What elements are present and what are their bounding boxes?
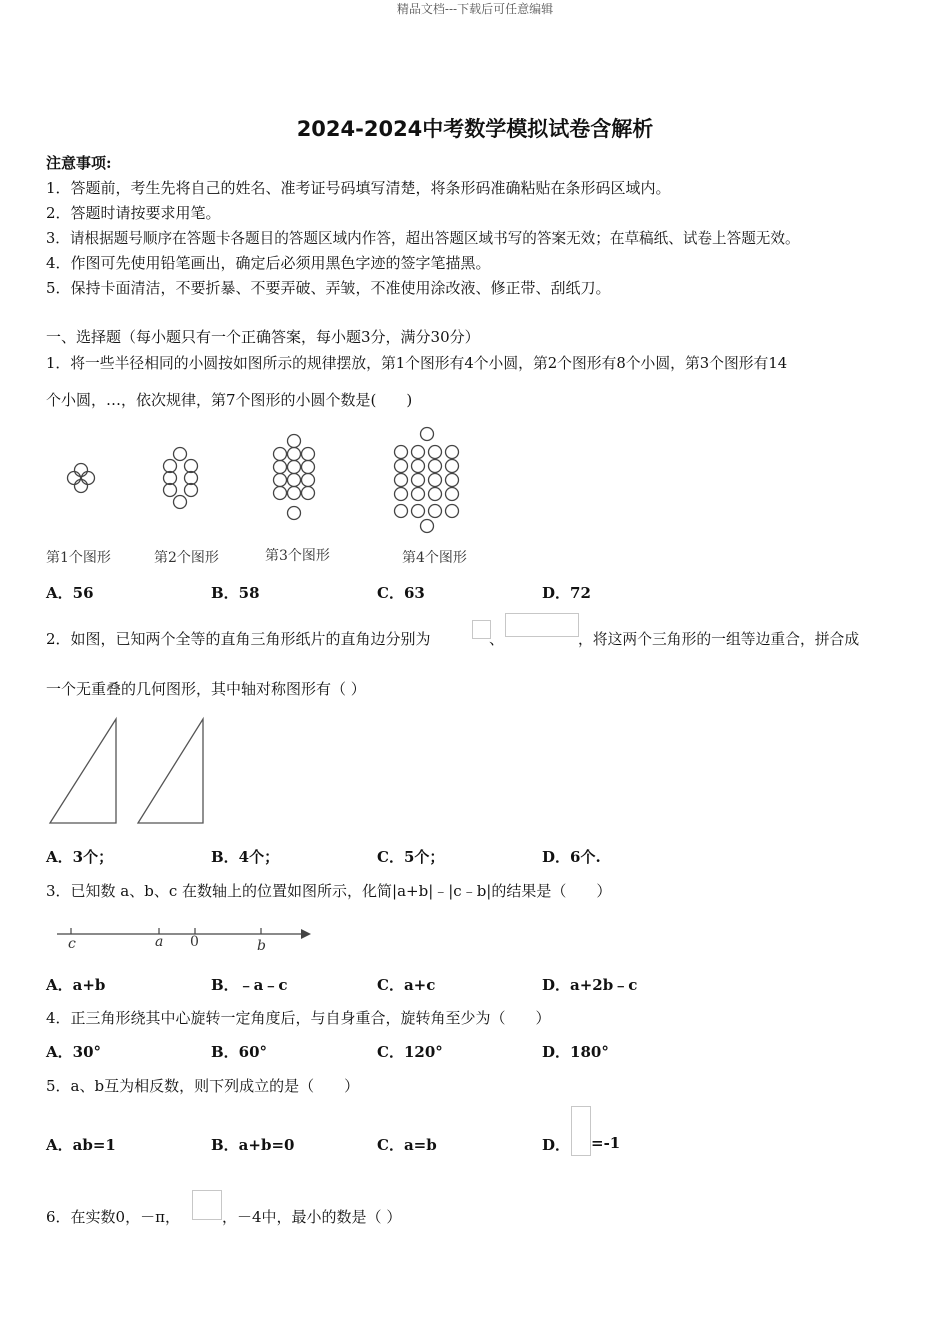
broken-image-icon — [192, 1190, 222, 1220]
option-b: B．a+b=0 — [211, 1136, 295, 1154]
number-line-figure — [55, 920, 317, 960]
notes-item: 3．请根据题号顺序在答题卡各题目的答题区域内作答，超出答题区域书写的答案无效；在草稿纸、试卷上答题无效。 — [46, 230, 800, 247]
option-d: D．6个. — [542, 848, 601, 866]
question-4-text: 4．正三角形绕其中心旋转一定角度后，与自身重合，旋转角至少为（ ） — [46, 1009, 551, 1027]
notes-item: 1．答题前，考生先将自己的姓名、准考证号码填写清楚，将条形码准确粘贴在条形码区域内。 — [46, 179, 671, 197]
notes-heading: 注意事项: — [46, 154, 112, 172]
question-2-text: 2．如图，已知两个全等的直角三角形纸片的直角边分别为 — [46, 630, 431, 648]
option-b: B．60° — [211, 1043, 268, 1061]
circle-pattern-figure — [40, 420, 500, 545]
figure-label-3: 第3个图形 — [265, 548, 330, 564]
option-a: A．30° — [46, 1043, 102, 1061]
page-header: 精品文档---下载后可任意编辑 — [396, 2, 554, 16]
axis-label-a: a — [155, 934, 164, 950]
option-a: A．3个； — [46, 848, 114, 866]
pattern-figure-3 — [274, 435, 315, 520]
question-1-text: 个小圆，…，依次规律，第7个图形的小圆个数是( ) — [46, 391, 413, 409]
pattern-figure-4 — [395, 428, 459, 533]
option-a: A．56 — [46, 584, 94, 602]
figure-label-2: 第2个图形 — [154, 550, 219, 566]
option-c: C．5个； — [377, 848, 445, 866]
option-b: B．58 — [211, 584, 260, 602]
axis-label-c: c — [68, 936, 76, 952]
question-2-text: 一个无重叠的几何图形，其中轴对称图形有（ ） — [46, 680, 366, 698]
option-b: B．﹣a﹣c — [211, 976, 288, 994]
triangles-figure — [46, 715, 216, 827]
page-title: 2024-2024中考数学模拟试卷含解析 — [296, 117, 654, 141]
axis-label-b: b — [257, 938, 266, 954]
option-d: D．a+2b﹣c — [542, 976, 638, 994]
option-d: D．180° — [542, 1043, 609, 1061]
option-c: C．120° — [377, 1043, 443, 1061]
option-b: B．4个； — [211, 848, 280, 866]
figure-label-1: 第1个图形 — [46, 550, 111, 566]
option-d-value: =-1 — [591, 1134, 621, 1152]
option-a: A．a+b — [46, 976, 106, 994]
pattern-figure-1 — [68, 464, 95, 493]
broken-image-icon — [505, 613, 579, 637]
section-heading: 一、选择题（每小题只有一个正确答案，每小题3分，满分30分） — [46, 328, 480, 346]
notes-item: 4．作图可先使用铅笔画出，确定后必须用黑色字迹的签字笔描黑。 — [46, 254, 491, 272]
question-1-text: 1．将一些半径相同的小圆按如图所示的规律摆放，第1个图形有4个小圆，第2个图形有8个小圆，第3个图形有14 — [46, 355, 788, 372]
notes-item: 5．保持卡面清洁，不要折暴、不要弄破、弄皱，不准使用涂改液、修正带、刮纸刀。 — [46, 279, 611, 297]
option-a: A．ab=1 — [46, 1136, 116, 1154]
notes-item: 2．答题时请按要求用笔。 — [46, 204, 221, 222]
axis-label-zero: 0 — [190, 934, 199, 950]
pattern-figure-2 — [164, 448, 198, 509]
option-d: D．72 — [542, 584, 591, 602]
question-6-text: 6．在实数0，－π， — [46, 1208, 180, 1226]
option-c: C．a+c — [377, 976, 436, 994]
option-c: C．63 — [377, 584, 425, 602]
separator: 、 — [489, 630, 505, 648]
question-5-text: 5．a、b互为相反数，则下列成立的是（ ） — [46, 1077, 360, 1095]
option-d: D． — [542, 1136, 571, 1154]
question-6-text: ，－4中，最小的数是（ ） — [222, 1208, 402, 1226]
figure-label-4: 第4个图形 — [402, 550, 467, 566]
broken-image-icon — [571, 1106, 591, 1156]
question-3-text: 3．已知数 a、b、c 在数轴上的位置如图所示，化简|a+b|﹣|c﹣b|的结果是（ ） — [46, 882, 612, 900]
question-2-text: ，将这两个三角形的一组等边重合，拼合成 — [578, 631, 860, 648]
option-c: C．a=b — [377, 1136, 437, 1154]
